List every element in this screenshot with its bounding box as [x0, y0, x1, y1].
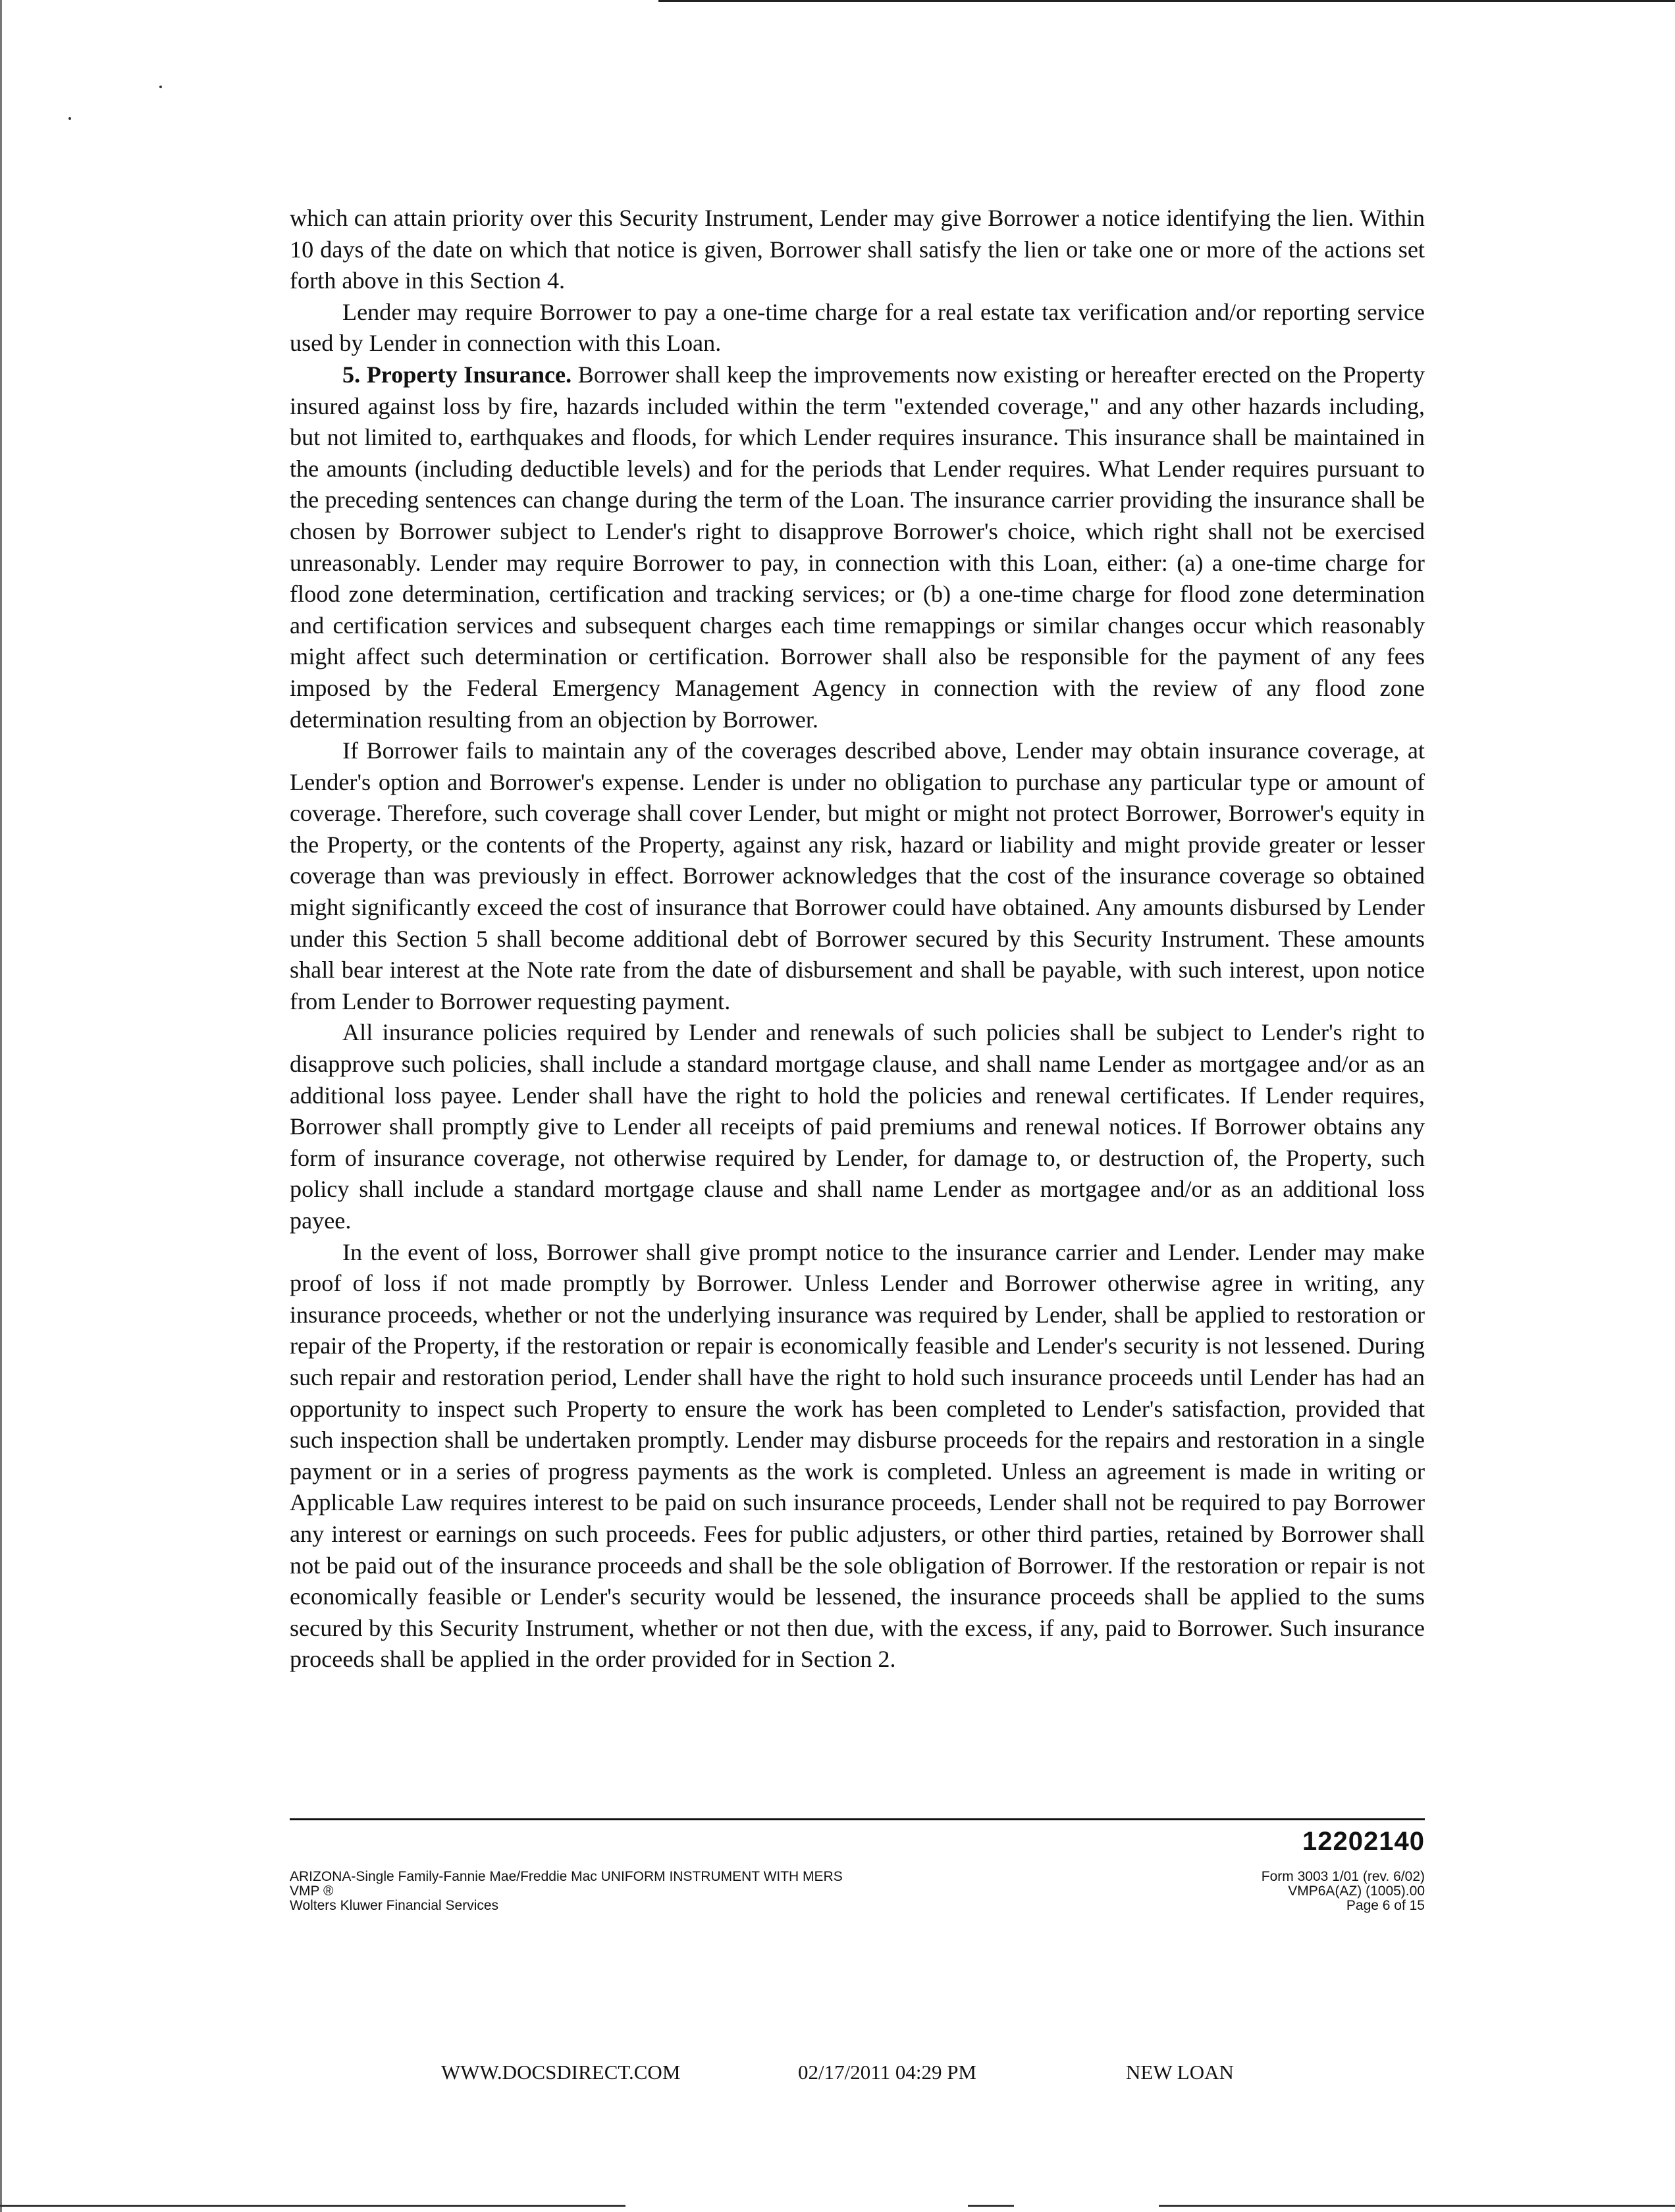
footer-form-name: ARIZONA-Single Family-Fannie Mae/Freddie Mac UNIFORM INSTRUMENT WITH MERS	[290, 1869, 843, 1884]
scan-speck	[68, 117, 71, 120]
document-body	[290, 203, 1425, 1675]
page-number: Page 6 of 15	[1346, 1898, 1425, 1913]
footer-publisher: Wolters Kluwer Financial Services	[290, 1898, 499, 1913]
footer-form-title	[290, 1870, 843, 1913]
footer-vmp: VMP ®	[290, 1883, 334, 1899]
fax-status: NEW LOAN	[1126, 2061, 1234, 2084]
scan-speck	[159, 86, 162, 88]
top-scan-rule	[658, 0, 1675, 2]
fax-url: WWW.DOCSDIRECT.COM	[441, 2061, 681, 2084]
left-scan-edge	[0, 0, 2, 2212]
paragraph-lien-continuation: which can attain priority over this Security Instrument, Lender may give Borrower a notice identifying the lien. Within 10 days of the date on which that notice is given, Borrower shall satisfy the lien or take one or more of the actions set forth above in this Section 4.	[290, 205, 1425, 294]
footer-divider	[290, 1818, 1425, 1820]
fax-datetime: 02/17/2011 04:29 PM	[798, 2061, 976, 2084]
paragraph-tax-verification: Lender may require Borrower to pay a one-time charge for a real estate tax verification and/or reporting service used by Lender in connection with this Loan.	[290, 298, 1425, 357]
paragraph-coverage-failure: If Borrower fails to maintain any of the coverages described above, Lender may obtain insurance coverage, at Lender's option and Borrower's expense. Lender is under no obligation to purchase any particular type or amount of coverage. Therefore, such coverage shall cover Lender, but might or might not protect Borrower, Borrower's equity in the Property, or the contents of the Property, against any risk, hazard or liability and might provide greater or lesser coverage than was previously in effect. Borrower acknowledges that the cost of the insurance coverage so obtained might significantly exceed the cost of insurance that Borrower could have obtained. Any amounts disbursed by Lender under this Section 5 shall become additional debt of Borrower secured by this Security Instrument. These amounts shall bear interest at the Note rate from the date of disbursement and shall be payable, with such interest, upon notice from Lender to Borrower requesting payment.	[290, 737, 1425, 1014]
paragraph-insurance-policies: All insurance policies required by Lender and renewals of such policies shall be subject to Lender's right to disapprove such policies, shall include a standard mortgage clause, and shall name Lender as mortgagee and/or as an additional loss payee. Lender shall have the right to hold the policies and renewal certificates. If Lender requires, Borrower shall promptly give to Lender all receipts of paid premiums and renewal notices. If Borrower obtains any form of insurance coverage, not otherwise required by Lender, for damage to, or destruction of, the Property, such policy shall include a standard mortgage clause and shall name Lender as mortgagee and/or as an additional loss payee.	[290, 1019, 1425, 1234]
bottom-scan-rule	[968, 2205, 1014, 2207]
footer-form-number: Form 3003 1/01 (rev. 6/02)	[1261, 1869, 1425, 1884]
paragraph-property-insurance: 5. Property Insurance. Borrower shall keep the improvements now existing or hereafter erected on the Property insured against loss by fire, hazards included within the term "extended coverage," and any other hazards including, but not limited to, earthquakes and floods, for which Lender requires insurance. This insurance shall be maintained in the amounts (including deductible levels) and for the periods that Lender requires. What Lender requires pursuant to the preceding sentences can change during the term of the Loan. The insurance carrier providing the insurance shall be chosen by Borrower subject to Lender's right to disapprove Borrower's choice, which right shall not be exercised unreasonably. Lender may require Borrower to pay, in connection with this Loan, either: (a) a one-time charge for flood zone determination, certification and tracking services; or (b) a one-time charge for flood zone determination and certification services and subsequent charges each time remappings or similar changes occur which reasonably might affect such determination or certification. Borrower shall also be responsible for the payment of any fees imposed by the Federal Emergency Management Agency in connection with the review of any flood zone determination resulting from an objection by Borrower.	[290, 361, 1425, 733]
footer-form-info	[1262, 1870, 1425, 1913]
bottom-scan-rule	[0, 2205, 625, 2207]
document-number: 12202140	[1302, 1827, 1425, 1856]
section-heading: 5. Property Insurance.	[342, 361, 572, 388]
footer-form-code: VMP6A(AZ) (1005).00	[1288, 1883, 1425, 1899]
paragraph-event-of-loss: In the event of loss, Borrower shall give prompt notice to the insurance carrier and Lender. Lender may make proof of loss if not made promptly by Borrower. Unless Lender and Borrower otherwise agree in writing, any insurance proceeds, whether or not the underlying insurance was required by Lender, shall be applied to restoration or repair of the Property, if the restoration or repair is economically feasible and Lender's security is not lessened. During such repair and restoration period, Lender shall have the right to hold such insurance proceeds until Lender has had an opportunity to inspect such Property to ensure the work has been completed to Lender's satisfaction, provided that such inspection shall be undertaken promptly. Lender may disburse proceeds for the repairs and restoration in a single payment or in a series of progress payments as the work is completed. Unless an agreement is made in writing or Applicable Law requires interest to be paid on such insurance proceeds, Lender shall not be required to pay Borrower any interest or earnings on such proceeds. Fees for public adjusters, or other third parties, retained by Borrower shall not be paid out of the insurance proceeds and shall be the sole obligation of Borrower. If the restoration or repair is not economically feasible or Lender's security would be lessened, the insurance proceeds shall be applied to the sums secured by this Security Instrument, whether or not then due, with the excess, if any, paid to Borrower. Such insurance proceeds shall be applied in the order provided for in Section 2.	[290, 1238, 1425, 1673]
bottom-scan-rule	[1159, 2205, 1675, 2207]
